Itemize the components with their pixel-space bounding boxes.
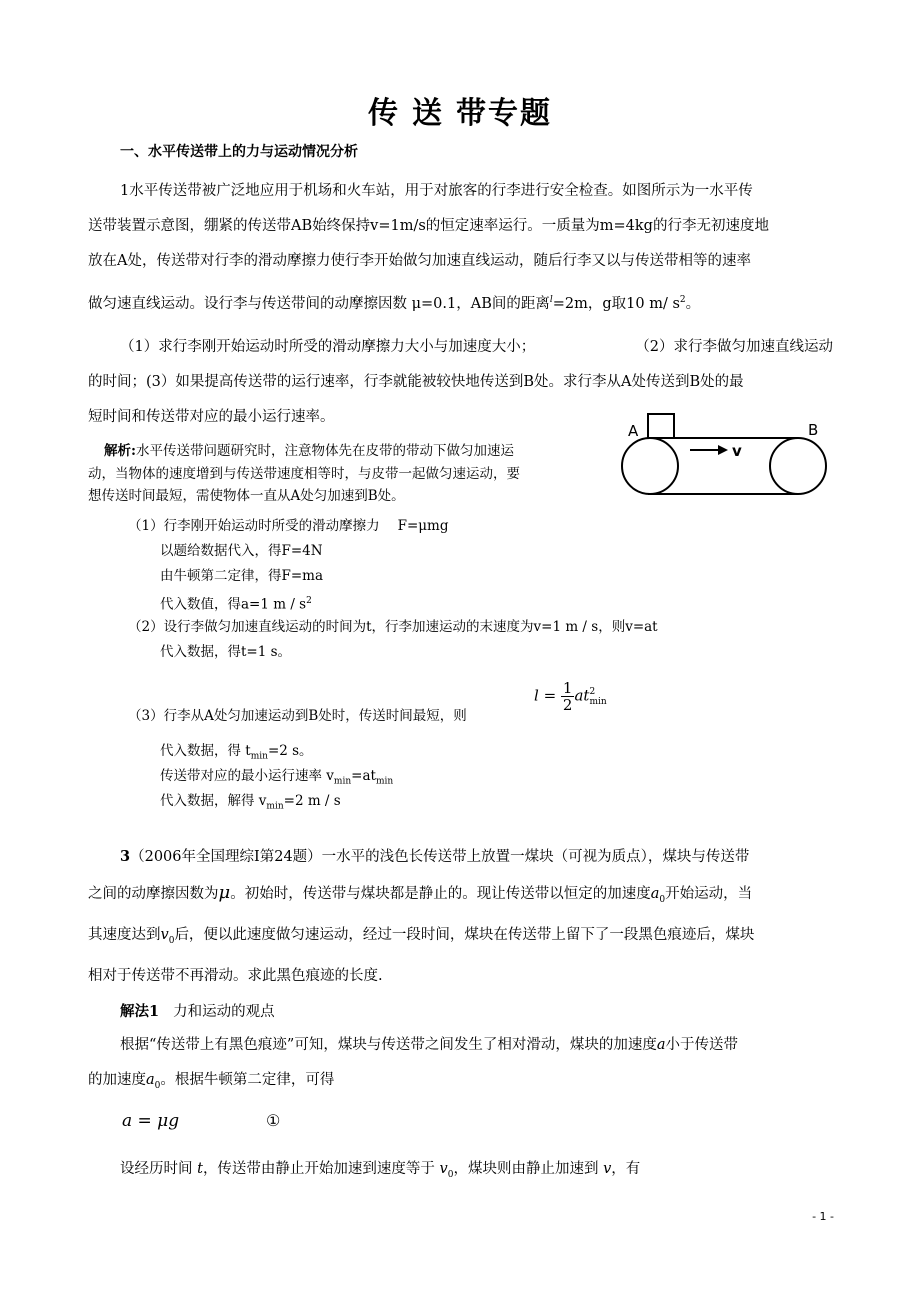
step-8: 代入数据，得 $t_{min}=2$ s。: [160, 743, 313, 762]
left-pulley: [622, 438, 678, 494]
analysis-block: 解析:水平传送带问题研究时，注意物体先在皮带的带动下做匀加速运 动，当物体的速度增到与传送带速度相等时，与皮带一起做匀速运动，要 想传送时间最短，需使物体一直从A处匀加速到B处。: [88, 443, 520, 504]
solution-1-heading: 解法1 力和运动的观点: [120, 1003, 275, 1020]
equation-number-1: ①: [266, 1111, 281, 1130]
section-heading: 一、水平传送带上的力与运动情况分析: [120, 144, 358, 160]
problem-1-questions: （1）求行李刚开始运动时所受的滑动摩擦力大小与加速度大小； （2）求行李做匀加速直线运动 的时间；(3）如果提高传送带的运行速率，行李就能被较快地传送到B处。求行李从A处传送到B处的最 短时间和传送带对应的最小运行速率。: [88, 339, 833, 425]
step-3: 由牛顿第二定律，得F=ma: [160, 568, 324, 584]
problem-1-text: 1水平传送带被广泛地应用于机场和火车站，用于对旅客的行李进行安全检查。如图所示为一水平传 送带装置示意图，绷紧的传送带AB始终保持v=1m/s的恒定速率运行。一质量为m=4kg的行李无初速度地 放在A处，传送带对行李的滑动摩擦力使行李开始做匀加速直线运动，随后行李又以与传送带相等的速率 做匀速直线运动。设行李与传送带间的动摩擦因数 μ=0.1，AB间的距离$^l$=2m，g取10 m/ $s^2$。: [88, 183, 769, 312]
step-2: 以题给数据代入，得F=4N: [160, 543, 323, 559]
step-5: （2）设行李做匀加速直线运动的时间为t，行李加速运动的末速度为v=1 m / s，则v=at: [128, 619, 658, 635]
step-10: 代入数据，解得 $v_{min}=2$ m / s: [160, 793, 341, 812]
velocity-arrowhead: [718, 445, 728, 455]
problem-3-text: 3（2006年全国理综Ⅰ第24题）一水平的浅色长传送带上放置一煤块（可视为质点），煤块与传送带 之间的动摩擦因数为μ。初始时，传送带与煤块都是静止的。现让传送带以恒定的加速度$a_0$开始运动，当 其速度达到$v_0$后，便以此速度做匀速运动，经过一段时间，煤块在传送带上留下了一段黑色痕迹后，煤块 相对于传送带不再滑动。求此黑色痕迹的长度.: [88, 848, 755, 984]
step-6: 代入数据，得t=1 s。: [160, 644, 292, 660]
equation-a-mu-g: a = μg: [122, 1111, 180, 1131]
step-7: （3）行李从A处匀加速运动到B处时，传送时间最短，则: [128, 708, 467, 724]
step-4: 代入数值，得a=1 m / $s^2$: [160, 596, 312, 613]
label-a: A: [628, 422, 639, 440]
equation-l-half-at2: l = $\frac{1}{2}$ at 2 min: [534, 679, 607, 714]
step-9: 传送带对应的最小运行速率 $v_{min}=at_{min}$: [160, 768, 394, 787]
conveyor-belt-diagram: [618, 410, 838, 500]
solution-1-text: 根据“传送带上有黑色痕迹”可知，煤块与传送带之间发生了相对滑动，煤块的加速度a小于传送带 的加速度$a_0$。根据牛顿第二定律，可得: [88, 1037, 738, 1091]
label-b: B: [808, 421, 819, 439]
label-v: v: [732, 442, 742, 460]
right-pulley: [770, 438, 826, 494]
luggage-box: [648, 414, 674, 438]
page-title: 传送带专题: [368, 96, 552, 131]
solution-1-line-3: 设经历时间 t，传送带由静止开始加速到速度等于 $v_0$，煤块则由静止加速到 v，有: [120, 1161, 641, 1180]
step-1: （1）行李刚开始运动时所受的滑动摩擦力 F=μmg: [128, 518, 449, 534]
page-number: - 1 -: [812, 1210, 834, 1223]
